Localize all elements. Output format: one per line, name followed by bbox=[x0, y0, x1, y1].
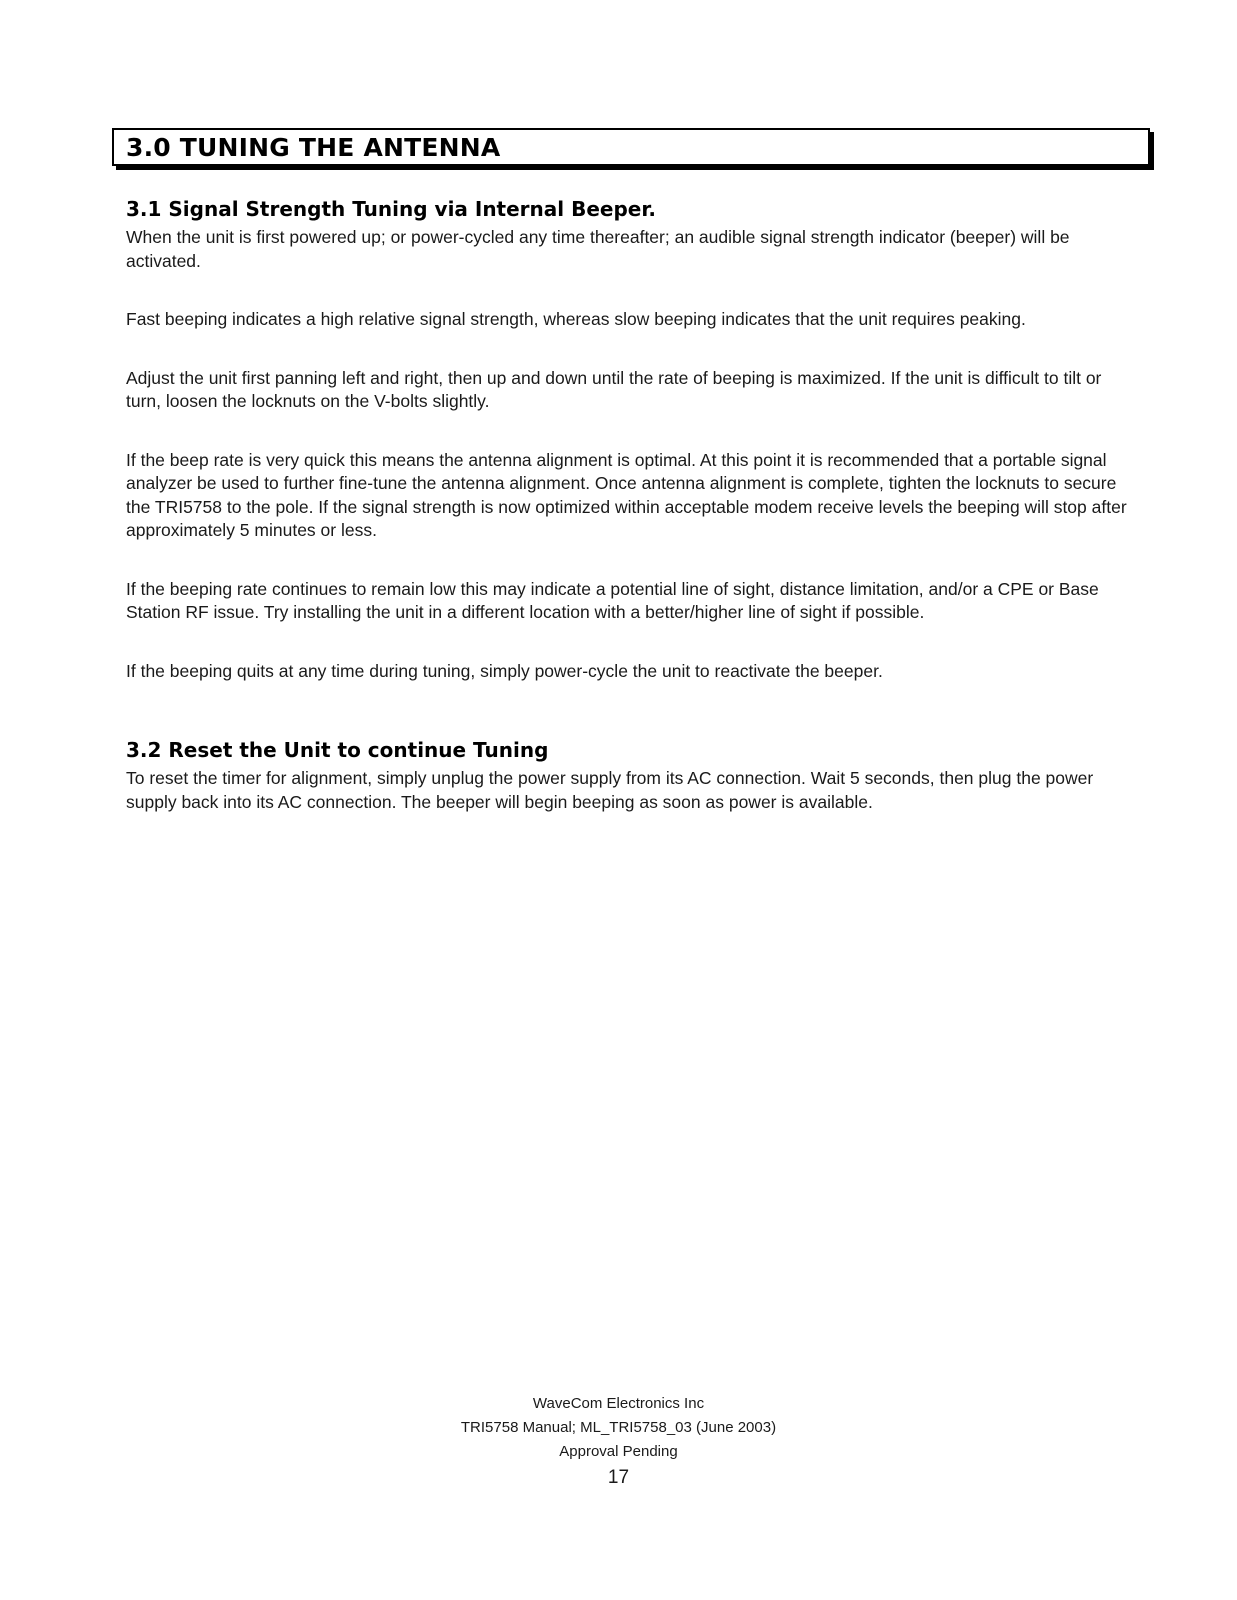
paragraph: If the beeping quits at any time during tuning, simply power-cycle the unit to reactivate the beeper. bbox=[126, 660, 883, 681]
paragraph: If the beeping rate continues to remain low this may indicate a potential line of sight, distance limitation, and/or a CPE or Base Station RF issue. Try installing the unit in a different location with a better/higher line of sight if possible. bbox=[126, 578, 1099, 622]
page-footer bbox=[0, 1392, 1237, 1492]
section-signal-strength-tuning bbox=[126, 196, 1130, 683]
paragraph: If the beep rate is very quick this means the antenna alignment is optimal. At this point it is recommended that a portable signal analyzer be used to further fine-tune the antenna alignment. Once antenna alignment is complete, tighten the locknuts to secure the TRI5758 to the pole. If the signal strength is now optimized within acceptable modem receive levels the beeping will stop after approximately 5 minutes or less. bbox=[126, 449, 1127, 540]
page-number: 17 bbox=[607, 1467, 630, 1488]
footer-status: Approval Pending bbox=[559, 1443, 678, 1460]
paragraph: To reset the timer for alignment, simply unplug the power supply from its AC connection. Wait 5 seconds, then plug the power supply back into its AC connection. The beeper will begin beeping as soon as power is available. bbox=[126, 768, 1094, 812]
paragraph: Adjust the unit first panning left and right, then up and down until the rate of beeping is maximized. If the unit is difficult to tilt or turn, loosen the locknuts on the V-bolts slightly. bbox=[126, 367, 1102, 411]
chapter-title-box bbox=[112, 128, 1150, 166]
footer-manual-id: TRI5758 Manual; ML_TRI5758_03 (June 2003) bbox=[460, 1419, 777, 1436]
section-reset-unit bbox=[126, 737, 1130, 814]
paragraph: Fast beeping indicates a high relative signal strength, whereas slow beeping indicates that the unit requires peaking. bbox=[126, 309, 1026, 329]
footer-company: WaveCom Electronics Inc bbox=[532, 1395, 705, 1412]
section-heading: 3.1 Signal Strength Tuning via Internal Beeper. bbox=[126, 197, 656, 221]
page-content bbox=[126, 196, 1130, 814]
section-heading: 3.2 Reset the Unit to continue Tuning bbox=[126, 738, 549, 762]
paragraph: When the unit is first powered up; or power-cycled any time thereafter; an audible signal strength indicator (beeper) will be activated. bbox=[126, 227, 1070, 271]
chapter-title: 3.0 TUNING THE ANTENNA bbox=[126, 133, 501, 162]
